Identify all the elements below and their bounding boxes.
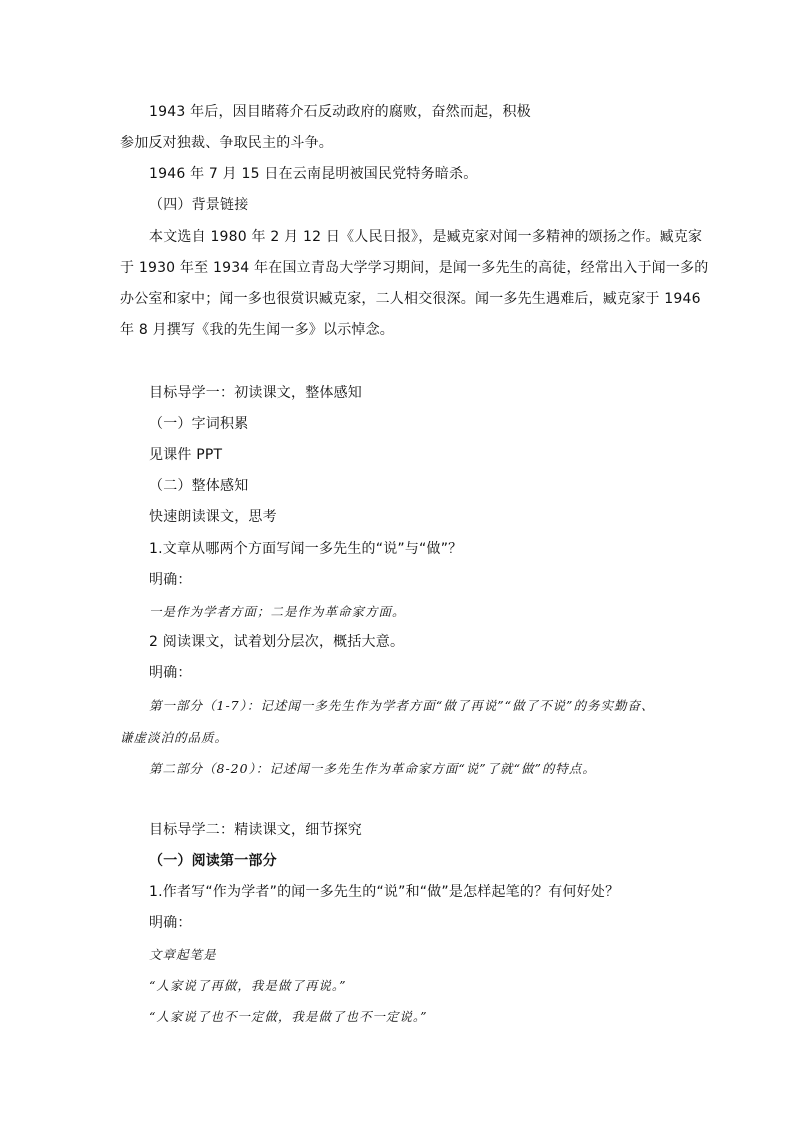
goal-1-subheading-vocab: （一）字词积累	[149, 416, 249, 432]
goal-1-subheading-overall: （二）整体感知	[149, 478, 249, 494]
goal-2-heading: 目标导学二：精读课文，细节探究	[149, 822, 362, 838]
answer-2-line-2: 谦虚淡泊的品质。	[120, 730, 229, 745]
clarify-label-2: 明确：	[149, 665, 192, 681]
background-heading: （四）背景链接	[149, 197, 249, 213]
question-2: 2 阅读课文，试着划分层次，概括大意。	[149, 634, 405, 650]
clarify-label-1: 明确：	[149, 572, 192, 588]
background-paragraph-line-3: 办公室和家中；闻一多也很赏识臧克家，二人相交很深。闻一多先生遇难后，臧克家于 1946	[120, 291, 701, 307]
goal-2-question-1: 1.作者写“作为学者”的闻一多先生的“说”和“做”是怎样起笔的？有何好处？	[149, 884, 620, 900]
reading-instruction: 快速朗读课文，思考	[149, 509, 277, 525]
goal-2-clarify-label: 明确：	[149, 915, 192, 931]
goal-2-answer-intro: 文章起笔是	[149, 947, 217, 962]
bio-line-1946: 1946 年 7 月 15 日在云南昆明被国民党特务暗杀。	[149, 166, 478, 182]
quote-2: “人家说了也不一定做，我是做了也不一定说。”	[149, 1009, 428, 1024]
bio-line-struggle: 参加反对独裁、争取民主的斗争。	[120, 135, 333, 151]
background-paragraph-line-4: 年 8 月撰写《我的先生闻一多》以示悼念。	[120, 322, 395, 338]
see-ppt-note: 见课件 PPT	[149, 447, 223, 463]
goal-2-subheading-part-1: （一）阅读第一部分	[149, 853, 277, 869]
answer-1: 一是作为学者方面；二是作为革命家方面。	[149, 604, 406, 619]
quote-1: “人家说了再做，我是做了再说。”	[149, 978, 347, 993]
answer-2-line-3: 第二部分（8-20）：记述闻一多先生作为革命家方面“说”了就“做”的特点。	[149, 761, 596, 776]
background-paragraph-line-2: 于 1930 年至 1934 年在国立青岛大学学习期间，是闻一多先生的高徒，经常出入于闻一多的	[120, 260, 709, 276]
question-1: 1.文章从哪两个方面写闻一多先生的“说”与“做”？	[149, 541, 463, 557]
goal-1-heading: 目标导学一：初读课文，整体感知	[149, 385, 362, 401]
bio-line-1943: 1943 年后，因目睹蒋介石反动政府的腐败，奋然而起，积极	[149, 104, 531, 120]
background-paragraph-line-1: 本文选自 1980 年 2 月 12 日《人民日报》，是臧克家对闻一多精神的颂扬之作。臧克家	[149, 229, 703, 245]
answer-2-line-1: 第一部分（1-7）：记述闻一多先生作为学者方面“做了再说”“做了不说”的务实勤奋、	[149, 698, 655, 713]
